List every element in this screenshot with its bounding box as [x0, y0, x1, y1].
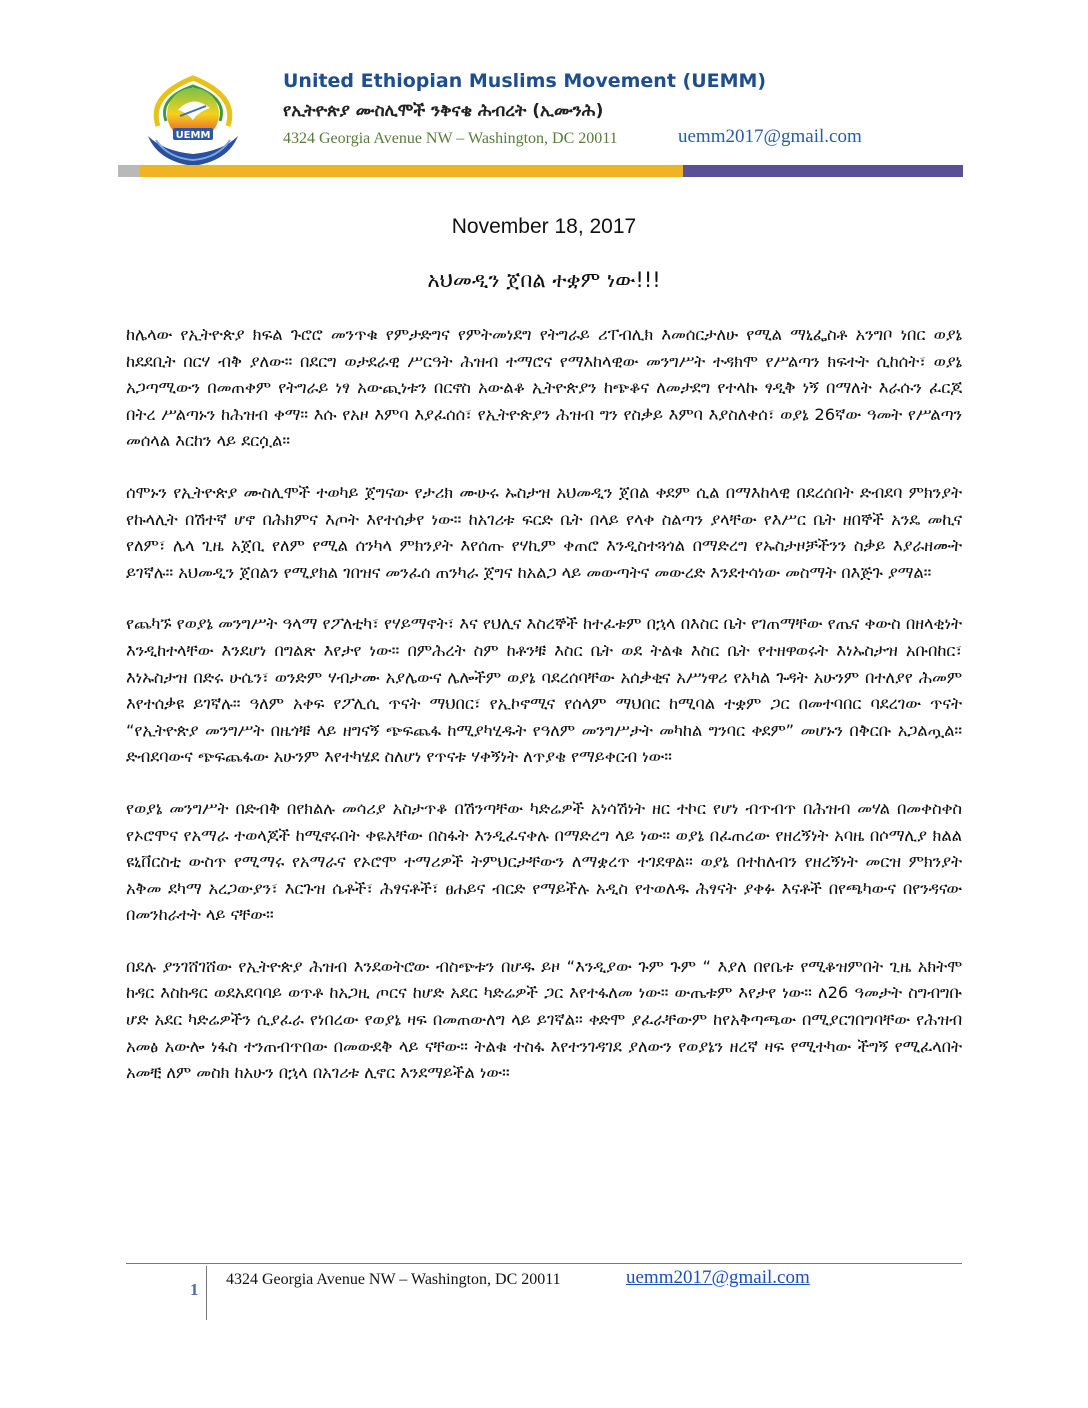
letterhead — [118, 58, 968, 178]
document-body — [126, 322, 962, 1112]
color-bar-gold — [140, 165, 683, 177]
paragraph-2: ሰሞኑን የኢትዮጵያ ሙስሊሞች ተወካይ ጀግናው የታሪክ ሙሁሩ ኡስታዝ አህመዲን ጀበል ቀደም ሲል በማእከላዊ በደረሰበት ድብደባ ምክንያት የኩላሊት በሽተኛ ሆኖ በሕክምና እጦት እየተሰቃየ ነው። ከአገሪቱ ፍርድ ቤት በላይ የላቀ ስልጣን ያላቸው የእሥር ቤት ዘበኞች አንዴ መኪና የለም፣ ሌላ ጊዜ አጀቢ የለም የሚል ሰንካላ ምክንያት እየሰጡ የሃኪም ቀጠሮ እንዲስተጓጎል በማድረግ የኡስታዞቻችንን ስቃይ እያራዘሙት ይገኛሉ። አህመዲን ጀበልን የሚያክል ገበዝና መንፈሰ ጠንካራ ጀግና ከአልጋ ላይ መውጣትና መውረድ እንደተሳነው መስማት በእጅጉ ያማል። — [126, 482, 962, 582]
header-color-bar — [118, 165, 963, 177]
page-number: 1 — [190, 1280, 199, 1299]
org-name-english: United Ethiopian Muslims Movement (UEMM) — [283, 70, 767, 92]
header-address: 4324 Georgia Avenue NW – Washington, DC 20011 — [283, 130, 618, 147]
paragraph-4: የወያኔ መንግሥት በድብቅ በየክልሉ መሳሪያ አስታጥቆ በሽንጣቸው ካድሬዎች አነሳሽነት ዘር ተኮር የሆነ ብጥብጥ በሕዝብ መሃል በመቀስቀስ የኦሮሞና የአማራ ተወላጆች ከሚኖሩበት ቀዬአቸው በስፋት እንዲፈናቀሉ በማድረግ ላይ ነው። ወያኔ በፈጠረው የዘረኝነት አባዜ በሶማሊያ ክልል ዩኒቨርስቲ ውስጥ የሚማሩ የአማራና የኦሮሞ ተማሪዎች ትምህርታቸውን ለማቋረጥ ተገደዋል። ወያኔ በተከለብን የዘረኝነት መርዝ ምክንያት አቅመ ደካማ አረጋውያን፣ እርጉዝ ሴቶች፣ ሕፃናቶች፣ ፀሐይና ብርድ የማይችሉ አዲስ የተወለዱ ሕፃናት ያቀፉ እናቶች በየጫካውና በየንዳናው በመንከራተት ላይ ናቸው። — [126, 798, 962, 925]
paragraph-3: የጨካኙ የወያኔ መንግሥት ዓላማ የፖለቲካ፣ የሃይማኖት፣ እና የህሊና እስረኞች ከተፈቱም በኋላ በእስር ቤት የገጠማቸው የጤና ቀውስ በዘላቂነት እንዲከተላቸው እንደሆነ በግልጽ እየታየ ነው። በምሕረት ስም ከቶንቹ እስር ቤት ወደ ትልቁ እስር ቤት የተዘዋወሩት እነኡስታዝ አቡበከር፣ እነኡስታዝ በድሩ ሁሴን፣ ወንድም ሃብታሙ አያሌውና ሌሎችም ወያኔ ባደረሰባቸው አሰቃቂና አሥነዋሪ የአካል ጉዳት አሁንም በተለያየ ሕመም እየተሰቃዩ ይገኛሉ። ዓለም አቀፍ የፖሊሲ ጥናት ማህበር፣ የኢኮኖሚና የሰላም ማህበር ከሚባል ተቋም ጋር በመተባበር ባደረገው ጥናት “የኢትዮጵያ መንግሥት በዜጎቹ ላይ ዘግናኝ ጭፍጨፋ ከሚያካሂዱት የዓለም መንግሥታት መካከል ግንባር ቀደም” መሆኑን በቅርቡ አጋልጧል። ድብደባውና ጭፍጨፋው አሁንም እየተካሄደ ስለሆነ የጥናቱ ሃቀኝነት ለጥያቄ የማይቀርብ ነው። — [126, 614, 962, 767]
org-name-amharic: የኢትዮጵያ ሙስሊሞች ንቅናቄ ሕብረት (ኢሙንሕ) — [283, 101, 604, 121]
color-bar-gray — [118, 165, 140, 177]
document-title: አህመዲን ጀበል ተቋም ነው!!! — [427, 268, 661, 292]
paragraph-1: ከሌላው የኢትዮጵያ ክፍል ጉሮሮ መንጥቁ የምታድግና የምትመነደግ የትግራይ ሪፐብሊክ እመሰርታለሁ የሚል ማኒፌስቶ አንግቦ ነበር ወያኔ ከደደቢት በርሃ ብቅ ያለው። በደርግ ወታደራዊ ሥርዓት ሕዝብ ተማሮና የማእከላዊው መንግሥት ተዳክሞ የሥልጣን ክፍተት ሲከሰት፣ ወያኔ አጋጣሚውን በመጠቀም የትግራይ ነፃ አውጪነቱን በርኖስ አውልቆ ኢትዮጵያን ከጭቆና ለመታደግ የተላኩ ፃዲቅ ነኝ በማለት እራሱን ፈርጆ በትረ ሥልጣኑን ከሕዝብ ቀማ። እሱ የአዞ እምባ እያፈሰሰ፣ የኢትዮጵያን ሕዝብ ግን የስቃይ እምባ እያስለቀሰ፣ ወያኔ 26ኛው ዓመት የሥልጣን መሰላል እርከን ላይ ደርሷል። — [126, 325, 962, 451]
paragraph-5: በደሉ ያንገሸገሸው የኢትዮጵያ ሕዝብ እንደወትሮው ብስጭቱን በሆዱ ይዞ “እንዲያው ጉም ጉም “ እያለ በየቤቱ የሚቆዝምበት ጊዜ አክትሞ ከዳር እስከዳር ወደአደባባይ ወጥቶ ከአጋዚ ጦርና ከሆድ አደር ካድሬዎች ጋር እየተፋለመ ነው። ውጤቱም እየታየ ነው። ለ26 ዓመታት ስግብግቡ ሆድ አደር ካድሬዎችን ሲያፈራ የነበረው የወያኔ ዛፍ በመጠውለግ ላይ ይገኛል። ቀድሞ ያፈራቸውም ከየአቅጣጫው በሚያርገበግባቸው የሕዝብ አመፅ አውሎ ነፋስ ተንጠብጥበው በመውደቅ ላይ ናቸው። ትልቁ ተስፋ እየተንገዳገደ ያለውን የወያኔን ዘረኛ ዛፍ የሚተካው ችግኝ የሚፈላበት አመቺ ለም መስክ ከአሁን በኋላ በአገሪቱ ሊኖር እንደማይችል ነው። — [126, 956, 962, 1083]
footer-divider — [126, 1263, 962, 1264]
footer-email-link[interactable]: uemm2017@gmail.com — [626, 1267, 810, 1288]
document-date: November 18, 2017 — [451, 215, 637, 238]
uemm-logo — [118, 66, 268, 174]
footer-address: 4324 Georgia Avenue NW – Washington, DC 20011 — [226, 1271, 561, 1288]
color-bar-purple — [683, 165, 963, 177]
header-email[interactable]: uemm2017@gmail.com — [678, 126, 862, 147]
logo-text: UEMM — [175, 130, 211, 141]
